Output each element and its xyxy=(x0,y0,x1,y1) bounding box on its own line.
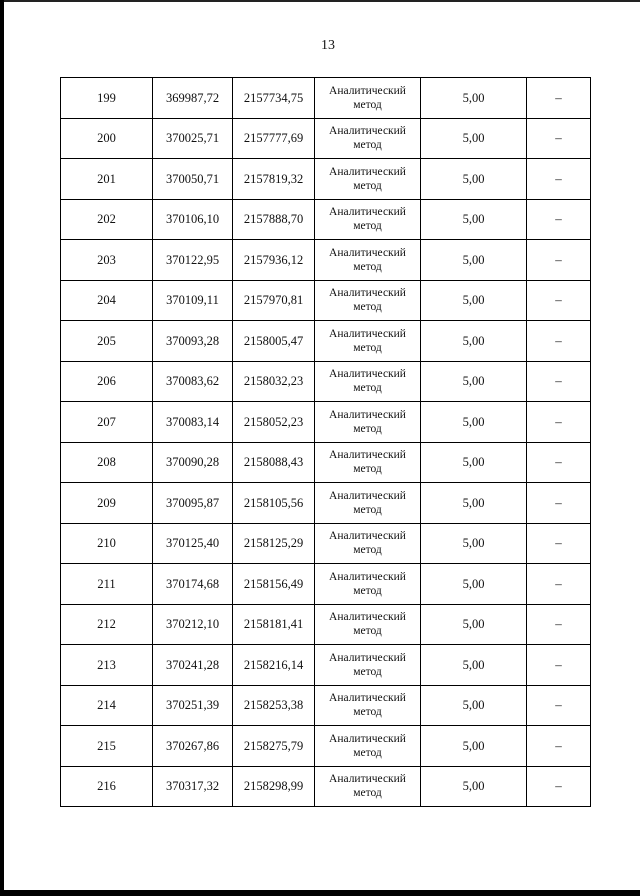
table-row xyxy=(61,726,591,767)
x-coordinate-cell: 370093,28 xyxy=(153,321,233,362)
coordinates-table xyxy=(60,77,591,807)
table-row xyxy=(61,240,591,281)
y-coordinate-cell: 2157734,75 xyxy=(233,78,315,119)
method-cell: Аналитический метод xyxy=(315,442,421,483)
point-number-cell: 211 xyxy=(61,564,153,605)
method-cell: Аналитический метод xyxy=(315,766,421,807)
point-number-cell: 200 xyxy=(61,118,153,159)
accuracy-cell: 5,00 xyxy=(421,280,527,321)
accuracy-cell: 5,00 xyxy=(421,483,527,524)
method-cell: Аналитический метод xyxy=(315,159,421,200)
point-number-cell: 204 xyxy=(61,280,153,321)
y-coordinate-cell: 2158032,23 xyxy=(233,361,315,402)
x-coordinate-cell: 370267,86 xyxy=(153,726,233,767)
table-row xyxy=(61,523,591,564)
y-coordinate-cell: 2158253,38 xyxy=(233,685,315,726)
x-coordinate-cell: 370251,39 xyxy=(153,685,233,726)
note-cell: – xyxy=(527,240,591,281)
note-cell: – xyxy=(527,483,591,524)
point-number-cell: 216 xyxy=(61,766,153,807)
accuracy-cell: 5,00 xyxy=(421,726,527,767)
point-number-cell: 210 xyxy=(61,523,153,564)
accuracy-cell: 5,00 xyxy=(421,321,527,362)
accuracy-cell: 5,00 xyxy=(421,118,527,159)
accuracy-cell: 5,00 xyxy=(421,564,527,605)
note-cell: – xyxy=(527,321,591,362)
table-row xyxy=(61,564,591,605)
table-row xyxy=(61,321,591,362)
point-number-cell: 201 xyxy=(61,159,153,200)
note-cell: – xyxy=(527,118,591,159)
y-coordinate-cell: 2158088,43 xyxy=(233,442,315,483)
y-coordinate-cell: 2158216,14 xyxy=(233,645,315,686)
y-coordinate-cell: 2157819,32 xyxy=(233,159,315,200)
point-number-cell: 212 xyxy=(61,604,153,645)
table-row xyxy=(61,199,591,240)
accuracy-cell: 5,00 xyxy=(421,361,527,402)
accuracy-cell: 5,00 xyxy=(421,645,527,686)
x-coordinate-cell: 370317,32 xyxy=(153,766,233,807)
table-row xyxy=(61,361,591,402)
table-row xyxy=(61,685,591,726)
y-coordinate-cell: 2158105,56 xyxy=(233,483,315,524)
accuracy-cell: 5,00 xyxy=(421,402,527,443)
method-cell: Аналитический метод xyxy=(315,685,421,726)
accuracy-cell: 5,00 xyxy=(421,685,527,726)
note-cell: – xyxy=(527,159,591,200)
accuracy-cell: 5,00 xyxy=(421,604,527,645)
method-cell: Аналитический метод xyxy=(315,564,421,605)
method-cell: Аналитический метод xyxy=(315,402,421,443)
note-cell: – xyxy=(527,402,591,443)
note-cell: – xyxy=(527,564,591,605)
table-row xyxy=(61,118,591,159)
x-coordinate-cell: 370174,68 xyxy=(153,564,233,605)
x-coordinate-cell: 370122,95 xyxy=(153,240,233,281)
method-cell: Аналитический метод xyxy=(315,645,421,686)
point-number-cell: 199 xyxy=(61,78,153,119)
accuracy-cell: 5,00 xyxy=(421,766,527,807)
method-cell: Аналитический метод xyxy=(315,280,421,321)
method-cell: Аналитический метод xyxy=(315,78,421,119)
y-coordinate-cell: 2158156,49 xyxy=(233,564,315,605)
x-coordinate-cell: 370083,14 xyxy=(153,402,233,443)
accuracy-cell: 5,00 xyxy=(421,159,527,200)
y-coordinate-cell: 2158298,99 xyxy=(233,766,315,807)
x-coordinate-cell: 370125,40 xyxy=(153,523,233,564)
y-coordinate-cell: 2157970,81 xyxy=(233,280,315,321)
x-coordinate-cell: 370212,10 xyxy=(153,604,233,645)
note-cell: – xyxy=(527,78,591,119)
point-number-cell: 205 xyxy=(61,321,153,362)
y-coordinate-cell: 2158275,79 xyxy=(233,726,315,767)
method-cell: Аналитический метод xyxy=(315,118,421,159)
y-coordinate-cell: 2158052,23 xyxy=(233,402,315,443)
page-number: 13 xyxy=(321,38,335,53)
y-coordinate-cell: 2158005,47 xyxy=(233,321,315,362)
point-number-cell: 207 xyxy=(61,402,153,443)
scan-border-left xyxy=(0,0,4,896)
table-body xyxy=(61,78,591,807)
point-number-cell: 203 xyxy=(61,240,153,281)
point-number-cell: 209 xyxy=(61,483,153,524)
method-cell: Аналитический метод xyxy=(315,240,421,281)
accuracy-cell: 5,00 xyxy=(421,199,527,240)
note-cell: – xyxy=(527,604,591,645)
x-coordinate-cell: 370083,62 xyxy=(153,361,233,402)
method-cell: Аналитический метод xyxy=(315,199,421,240)
accuracy-cell: 5,00 xyxy=(421,240,527,281)
note-cell: – xyxy=(527,766,591,807)
scan-border-top xyxy=(0,0,640,2)
table-row xyxy=(61,159,591,200)
table-row xyxy=(61,604,591,645)
method-cell: Аналитический метод xyxy=(315,321,421,362)
x-coordinate-cell: 369987,72 xyxy=(153,78,233,119)
note-cell: – xyxy=(527,726,591,767)
method-cell: Аналитический метод xyxy=(315,523,421,564)
x-coordinate-cell: 370095,87 xyxy=(153,483,233,524)
point-number-cell: 215 xyxy=(61,726,153,767)
point-number-cell: 214 xyxy=(61,685,153,726)
table-row xyxy=(61,645,591,686)
accuracy-cell: 5,00 xyxy=(421,78,527,119)
point-number-cell: 208 xyxy=(61,442,153,483)
note-cell: – xyxy=(527,199,591,240)
table-row xyxy=(61,402,591,443)
method-cell: Аналитический метод xyxy=(315,483,421,524)
x-coordinate-cell: 370090,28 xyxy=(153,442,233,483)
table-row xyxy=(61,483,591,524)
y-coordinate-cell: 2158125,29 xyxy=(233,523,315,564)
y-coordinate-cell: 2157777,69 xyxy=(233,118,315,159)
method-cell: Аналитический метод xyxy=(315,361,421,402)
note-cell: – xyxy=(527,645,591,686)
point-number-cell: 202 xyxy=(61,199,153,240)
note-cell: – xyxy=(527,523,591,564)
method-cell: Аналитический метод xyxy=(315,604,421,645)
y-coordinate-cell: 2157936,12 xyxy=(233,240,315,281)
x-coordinate-cell: 370050,71 xyxy=(153,159,233,200)
table-row xyxy=(61,78,591,119)
point-number-cell: 213 xyxy=(61,645,153,686)
note-cell: – xyxy=(527,361,591,402)
y-coordinate-cell: 2158181,41 xyxy=(233,604,315,645)
accuracy-cell: 5,00 xyxy=(421,523,527,564)
accuracy-cell: 5,00 xyxy=(421,442,527,483)
y-coordinate-cell: 2157888,70 xyxy=(233,199,315,240)
note-cell: – xyxy=(527,685,591,726)
scan-border-bottom xyxy=(0,890,640,896)
x-coordinate-cell: 370241,28 xyxy=(153,645,233,686)
note-cell: – xyxy=(527,442,591,483)
x-coordinate-cell: 370109,11 xyxy=(153,280,233,321)
table-row xyxy=(61,766,591,807)
point-number-cell: 206 xyxy=(61,361,153,402)
table-row xyxy=(61,442,591,483)
x-coordinate-cell: 370106,10 xyxy=(153,199,233,240)
method-cell: Аналитический метод xyxy=(315,726,421,767)
table-row xyxy=(61,280,591,321)
x-coordinate-cell: 370025,71 xyxy=(153,118,233,159)
note-cell: – xyxy=(527,280,591,321)
